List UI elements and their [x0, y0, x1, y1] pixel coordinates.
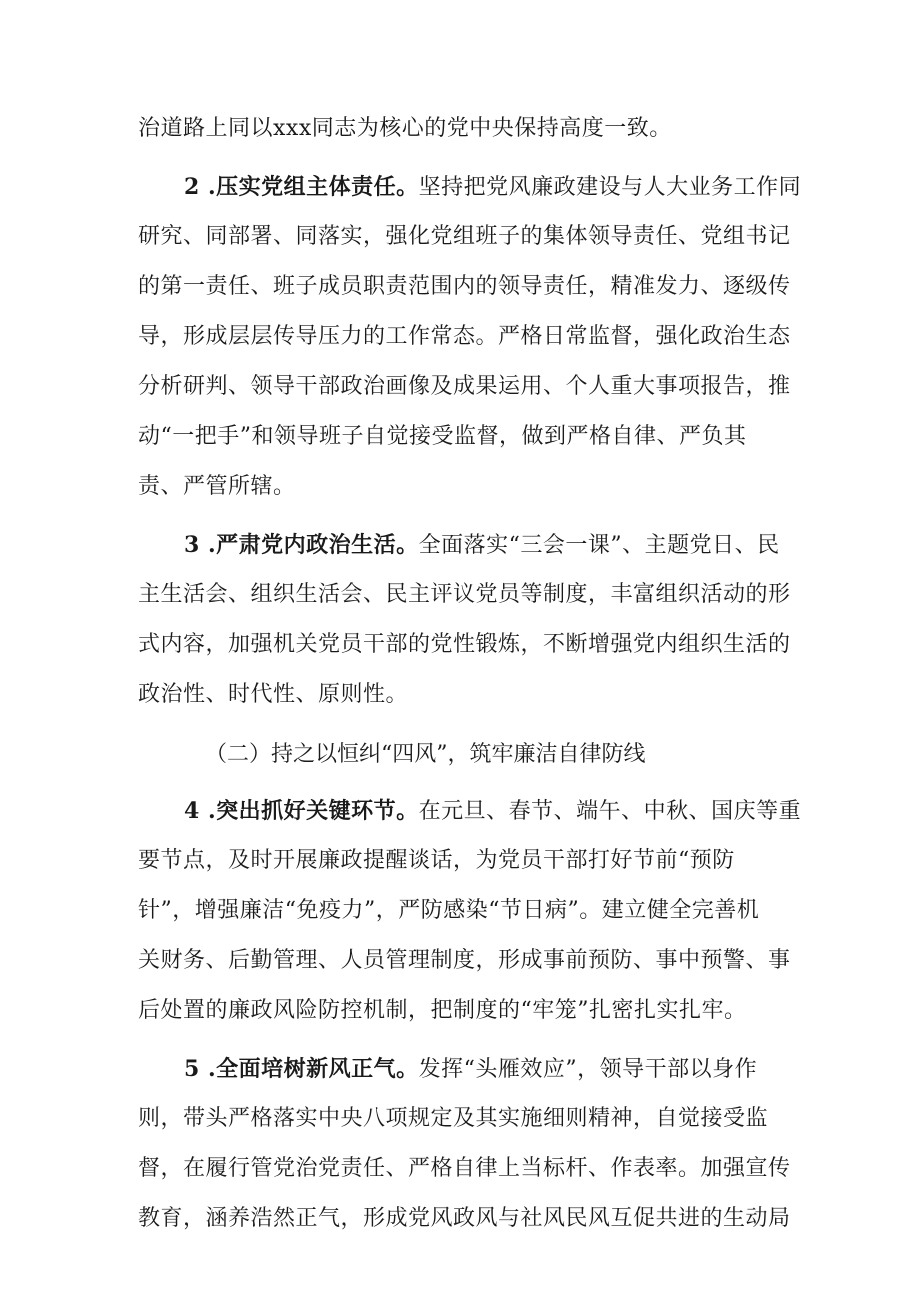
paragraph-line [138, 680, 788, 710]
paragraph-line [138, 372, 791, 402]
paragraph-line [138, 222, 791, 252]
line-text: 针”，增强廉洁“免疫力”，严防感染“节日病”。建立健全完善机 [138, 898, 760, 923]
line-text: 式内容，加强机关党员干部的党性锻炼，不断增强党内组织生活的 [138, 632, 791, 657]
line-text: 分析研判、领导干部政治画像及成果运用、个人重大事项报告，推 [138, 374, 791, 399]
item-2-heading: 2 .压实党组主体责任。 [184, 174, 419, 200]
paragraph-line [138, 1154, 791, 1184]
line-text: 关财务、后勤管理、人员管理制度，形成事前预防、事中预警、事 [138, 948, 791, 973]
paragraph-line [138, 896, 788, 926]
paragraph-line [138, 322, 791, 352]
line-text: 要节点，及时开展廉政提醒谈话，为党员干部打好节前“预防 [138, 848, 735, 873]
line-text: 动“一把手”和领导班子自觉接受监督，做到严格自律、严负其 [138, 424, 747, 449]
item-2-line [184, 172, 834, 203]
paragraph-line [138, 422, 788, 452]
paragraph-line [138, 1204, 791, 1234]
paragraph-line [138, 996, 788, 1026]
line-text: 的第一责任、班子成员职责范围内的领导责任，精准发力、逐级传 [138, 274, 791, 299]
line-text: 则，带头严格落实中央八项规定及其实施细则精神，自觉接受监 [138, 1106, 769, 1131]
paragraph-line [138, 630, 791, 660]
paragraph-line [138, 1104, 788, 1134]
line-text: 政治性、时代性、原则性。 [138, 682, 409, 707]
line-text: 教育，涵养浩然正气，形成党风政风与社风民风互促共进的生动局 [138, 1206, 791, 1231]
paragraph-line [138, 272, 791, 302]
paragraph-line [138, 114, 788, 144]
paragraph-line [138, 472, 788, 502]
line-text: 在元旦、春节、端午、中秋、国庆等重 [418, 799, 802, 824]
paragraph-line [138, 946, 791, 976]
item-5-line [184, 1054, 834, 1085]
line-text: 督，在履行管党治党责任、严格自律上当标杆、作表率。加强宣传 [138, 1156, 791, 1181]
line-text: 研究、同部署、同落实，强化党组班子的集体领导责任、党组书记 [138, 224, 791, 249]
section-heading [205, 740, 646, 770]
item-3-line [184, 530, 834, 561]
section-heading-text: （二）持之以恒纠“四风”，筑牢廉洁自律防线 [205, 742, 646, 767]
item-4-line [184, 796, 834, 827]
line-text: 导，形成层层传导压力的工作常态。严格日常监督，强化政治生态 [138, 324, 791, 349]
item-5-heading: 5 .全面培树新风正气。 [184, 1056, 419, 1082]
paragraph-line [138, 846, 788, 876]
item-3-heading: 3 .严肃党内政治生活。 [184, 532, 419, 558]
line-text: 主生活会、组织生活会、民主评议党员等制度，丰富组织活动的形 [138, 582, 791, 607]
line-text: 责、严管所辖。 [138, 474, 296, 499]
paragraph-line [138, 580, 791, 610]
line-text: 坚持把党风廉政建设与人大业务工作同 [418, 175, 802, 200]
line-text: 后处置的廉政风险防控机制，把制度的“牢笼”扎密扎实扎牢。 [138, 998, 747, 1023]
line-text: 发挥“头雁效应”，领导干部以身作 [418, 1057, 758, 1082]
line-text: 全面落实“三会一课”、主题党日、民 [418, 533, 780, 558]
line-text: 治道路上同以xxx同志为核心的党中央保持高度一致。 [138, 116, 672, 141]
item-4-heading: 4 .突出抓好关键环节。 [184, 798, 419, 824]
